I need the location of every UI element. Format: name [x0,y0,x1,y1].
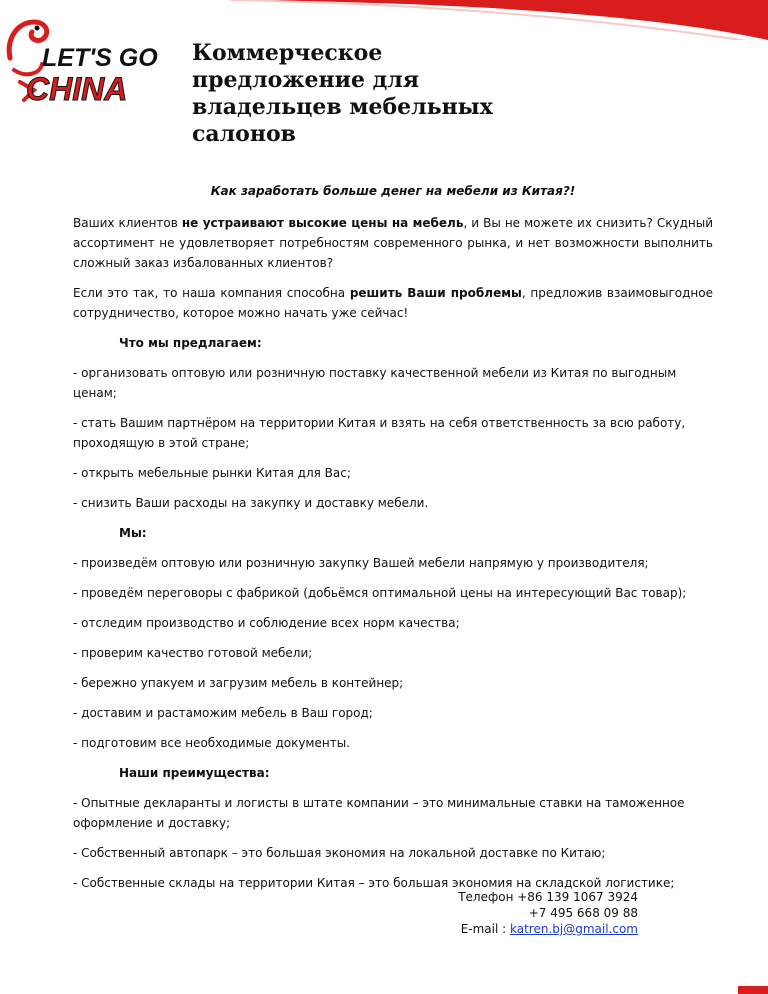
intro-paragraph-1 [73,213,713,273]
list-item: - открыть мебельные рынки Китая для Вас; [73,466,351,480]
intro2-text-b: , предложив взаимовыгодное сотрудничество, которое можно начать уже сейчас! [73,286,713,320]
intro1-bold: не устраивают высокие цены на мебель [181,216,464,230]
list-item: - подготовим все необходимые документы. [73,736,350,750]
offers-heading: Что мы предлагаем: [119,336,262,350]
svg-text:LET'S GO: LET'S GO [42,44,158,72]
footer-accent [738,986,768,994]
list-item: - проведём переговоры с фабрикой (добьёмся оптимальной цены на интересующий Вас товар); [73,586,687,600]
svg-text:CHINA: CHINA [26,71,128,107]
list-item: - Собственные склады на территории Китая – это большая экономия на складской логистике; [73,876,675,890]
intro2-text-a: Если это так, то наша компания способна [73,286,350,300]
phone-secondary: +7 495 668 09 88 [528,906,638,920]
list-item: - организовать оптовую или розничную поставку качественной мебели из Китая по выгодным ценам; [73,366,677,400]
email-label: E-mail : [460,922,510,936]
contact-block [440,889,638,937]
intro1-text-b: , и Вы не можете их снизить? Скудный ассортимент не удовлетворяет потребностям современного рынка, и нет возможности выполнить сложный заказ избалованных клиентов? [73,216,714,270]
list-item: - стать Вашим партнёром на территории Китая и взять на себя ответственность за всю работу, проходящую в этой стране; [73,416,686,450]
email-line [440,921,638,937]
list-item: - проверим качество готовой мебели; [73,646,313,660]
intro1-text-a: Ваших клиентов [73,216,182,230]
email-link[interactable]: katren.bj@gmail.com [510,922,638,936]
list-item: - снизить Ваши расходы на закупку и доставку мебели. [73,496,429,510]
phone-primary: Телефон +86 139 1067 3924 [458,890,638,904]
list-item: - отследим производство и соблюдение всех норм качества; [73,616,460,630]
list-item: - произведём оптовую или розничную закупку Вашей мебели напрямую у производителя; [73,556,649,570]
intro-paragraph-2 [73,283,713,323]
list-item: - доставим и растаможим мебель в Ваш город; [73,706,373,720]
document-body [73,181,713,903]
list-item: - бережно упакуем и загрузим мебель в контейнер; [73,676,404,690]
intro2-bold: решить Ваши проблемы [349,286,522,300]
company-logo [4,8,180,112]
list-item: - Собственный автопарк – это большая экономия на локальной доставке по Китаю; [73,846,606,860]
page-title: Коммерческое предложение для владельцев мебельных салонов [192,40,493,147]
we-heading: Мы: [119,526,147,540]
advantages-heading: Наши преимущества: [119,766,270,780]
subtitle: Как заработать больше денег на мебели из Китая?! [210,184,576,198]
list-item: - Опытные декларанты и логисты в штате компании – это минимальные ставки на таможенное оформление и доставку; [73,796,685,830]
